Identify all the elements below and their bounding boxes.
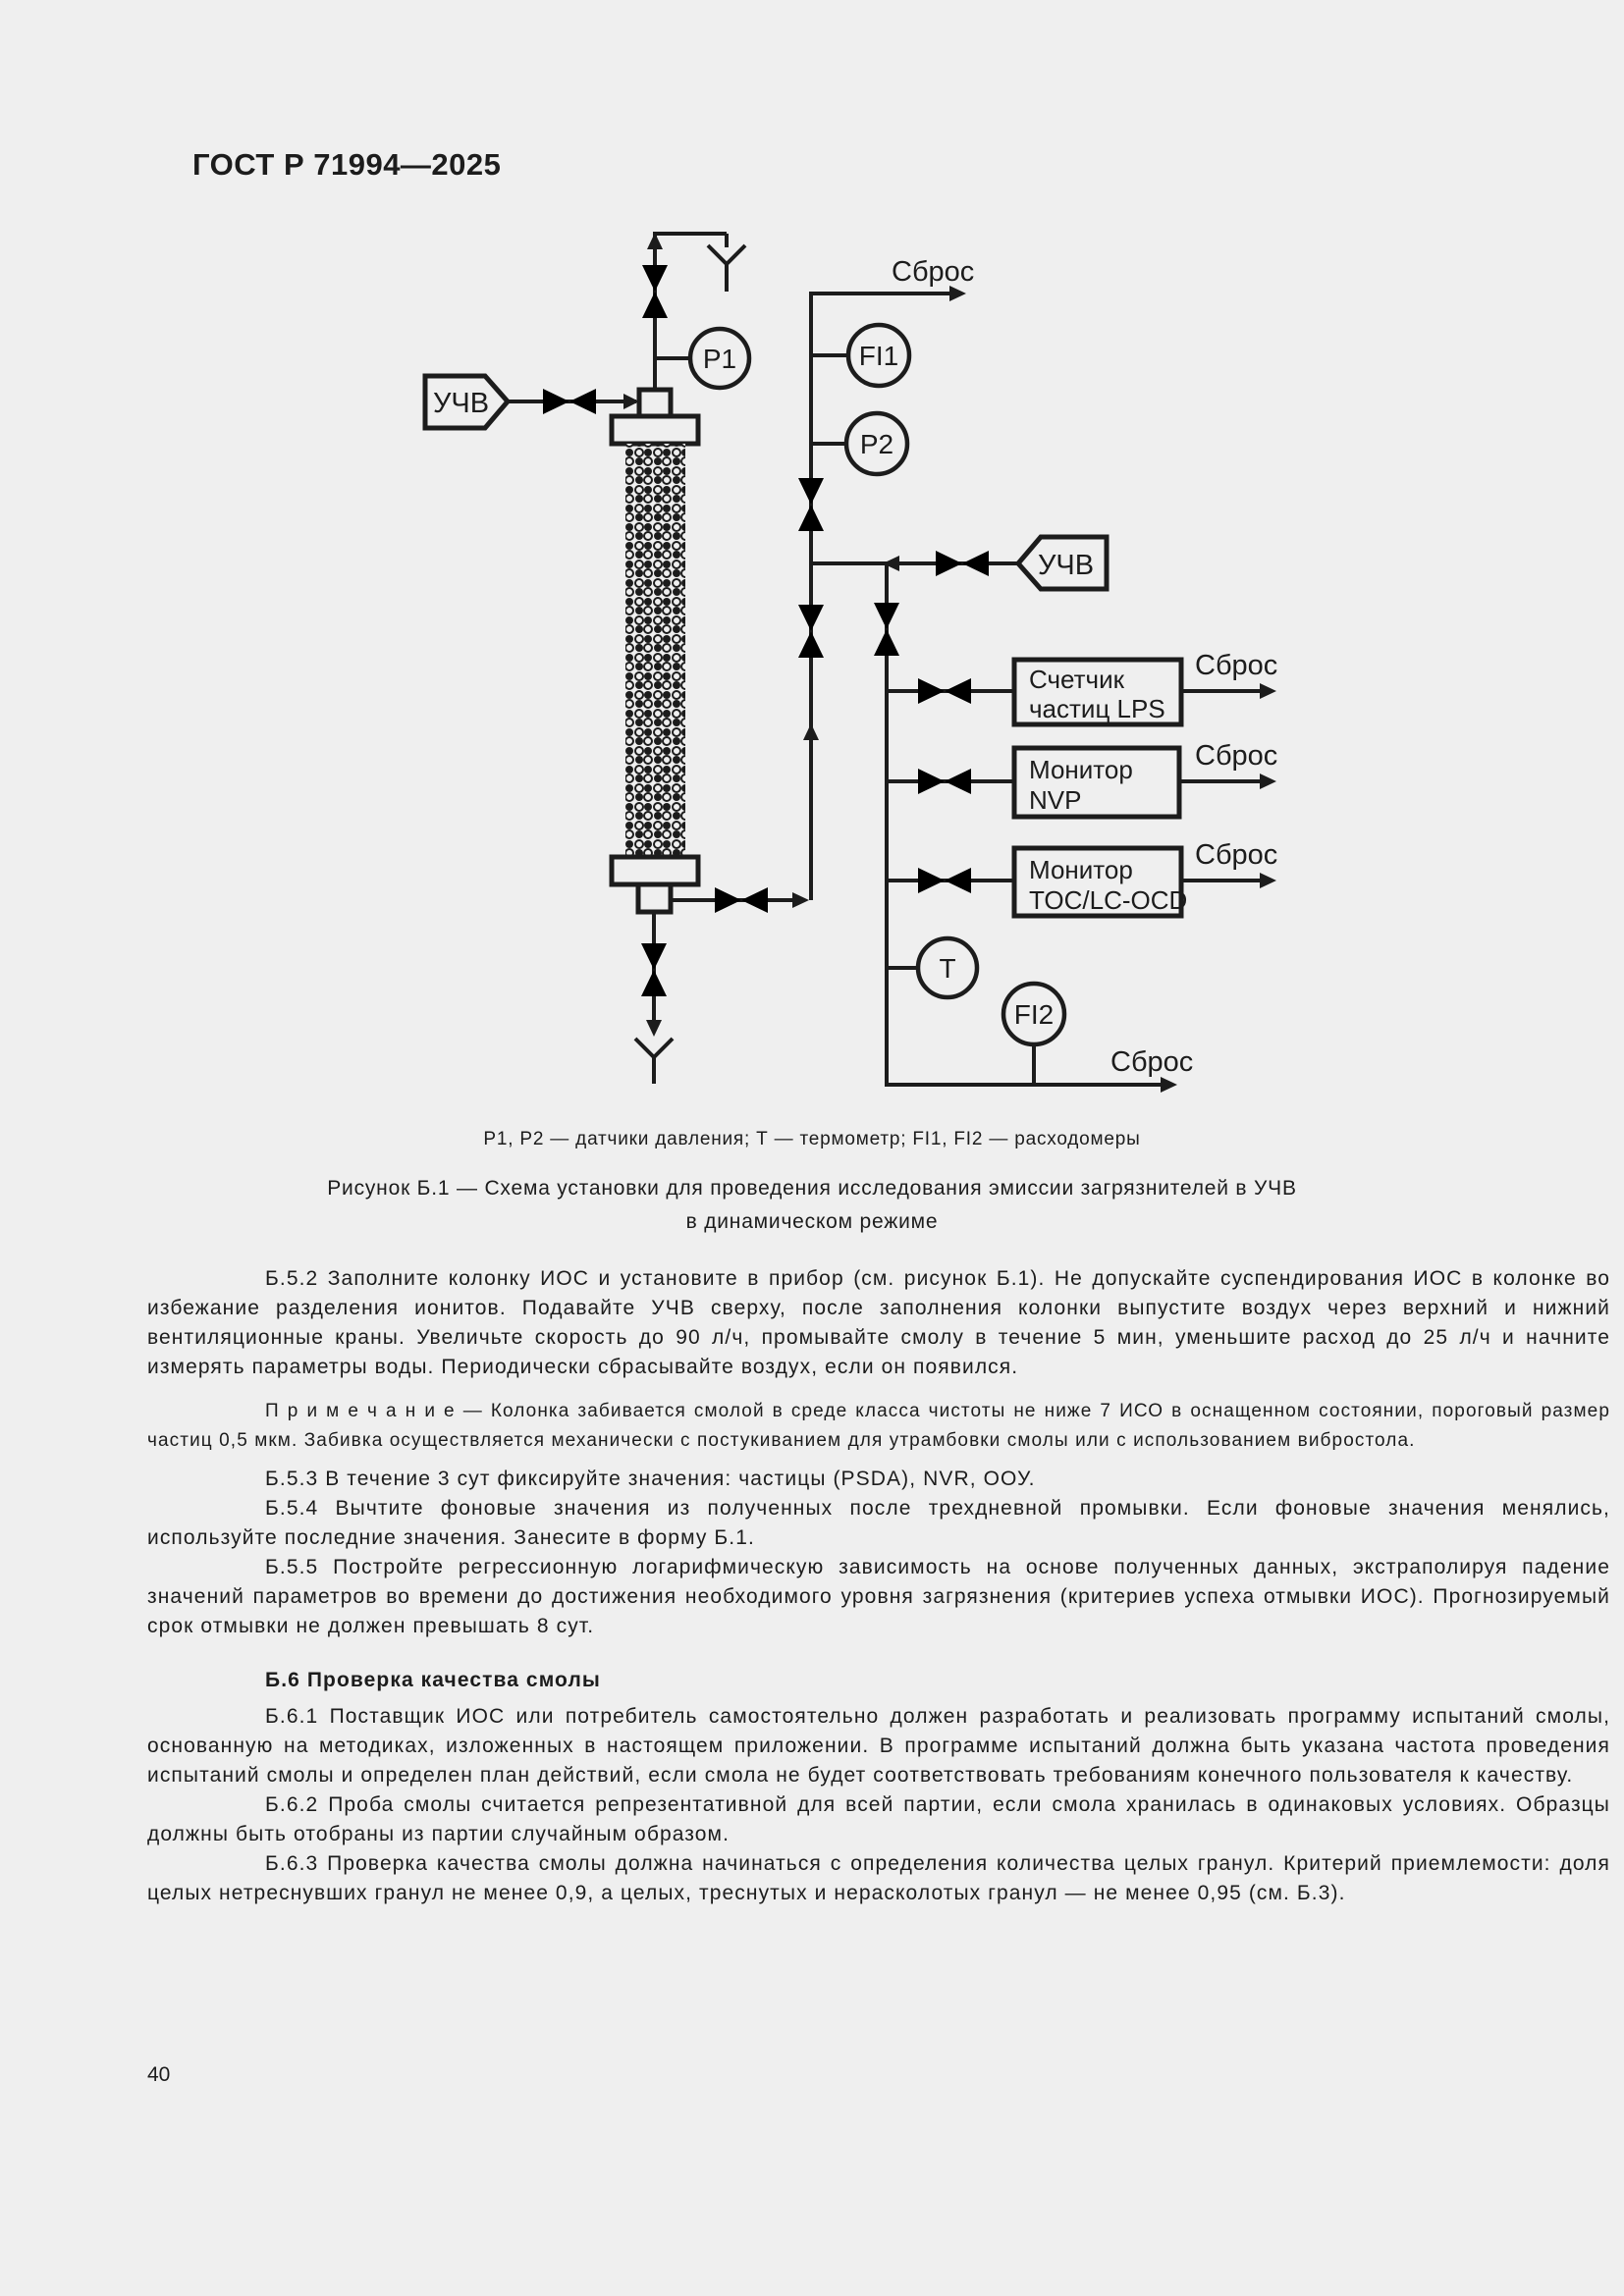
uchv-source-right — [1018, 537, 1107, 589]
monitor-nvp-box — [1014, 748, 1179, 817]
p2-label: P2 — [859, 429, 894, 459]
figure-b1-diagram — [0, 0, 1624, 1114]
sample-line-valve-icon — [874, 603, 899, 656]
uchv-right-label: УЧВ — [1038, 550, 1095, 581]
paragraph-b6-3: Б.6.3 Проверка качества смолы должна начинаться с определения количества целых гранул. Критерий приемлемости: доля целых нетреснувших гранул не менее 0,9, а целых, треснутых и нерасколотых гранул — не менее 0,95 (см. Б.3). — [147, 1852, 1610, 1904]
column-top-port — [639, 390, 671, 416]
figure-caption-line1: Рисунок Б.1 — Схема установки для проведения исследования эмиссии загрязнителей в УЧВ — [327, 1177, 1297, 1200]
discharge-nvp-arrow-icon — [1260, 774, 1276, 789]
page-number: 40 — [147, 2063, 171, 2086]
paragraph-b6-1: Б.6.1 Поставщик ИОС или потребитель самостоятельно должен разработать и реализовать программу испытаний смолы, основанную на методиках, изложенных в настоящем приложении. В программе испытаний должна быть указана частота проведения испытаний смолы и определен план действий, если смола не будет соответствовать требованиям конечного пользователя к качеству. — [147, 1705, 1610, 1787]
lps-valve-icon — [918, 678, 971, 704]
pressure-gauge-p2 — [846, 413, 907, 474]
discharge-toc-arrow-icon — [1260, 873, 1276, 888]
t-label: T — [939, 953, 956, 984]
ion-exchange-column — [612, 390, 698, 912]
discharge-bottom-label: Сброс — [1110, 1046, 1194, 1078]
column-top-flange — [612, 416, 698, 444]
monitor-toc-box — [1014, 848, 1187, 916]
figure-caption — [0, 1172, 1624, 1239]
discharge-nvp-label: Сброс — [1195, 740, 1278, 772]
uchv-left-label: УЧВ — [433, 388, 490, 419]
lps-box-line1: Счетчик — [1029, 665, 1124, 694]
resin-bed — [625, 444, 685, 857]
discharge-lps-label: Сброс — [1195, 650, 1278, 681]
paragraph-b5-3: Б.5.3 В течение 3 сут фиксируйте значения: частицы (PSDA), NVR, ООУ. — [265, 1468, 1036, 1490]
lps-box-line2: частиц LPS — [1029, 694, 1165, 723]
uchv-right-valve-icon — [936, 551, 989, 576]
particle-counter-lps-box — [1014, 660, 1181, 724]
bottom-drain-funnel-icon — [635, 1039, 673, 1084]
vent-valve-icon — [642, 265, 668, 318]
toc-valve-icon — [918, 868, 971, 893]
nvp-box-line2: NVP — [1029, 785, 1082, 815]
flowmeter-fi2 — [1003, 984, 1064, 1044]
riser-valve-upper-icon — [798, 478, 824, 531]
note-paragraph: П р и м е ч а н и е — Колонка забивается смолой в среде класса чистоты не ниже 7 ИСО в оснащенном состоянии, пороговый размер частиц 0,5 мкм. Забивка осуществляется механически с постукиванием для утрамбовки смолы или с использованием вибростола. — [147, 1401, 1610, 1451]
discharge-top-label: Сброс — [892, 256, 975, 288]
fi2-label: FI2 — [1013, 999, 1055, 1030]
toc-box-line1: Монитор — [1029, 855, 1133, 884]
paragraph-b5-5: Б.5.5 Постройте регрессионную логарифмическую зависимость на основе полученных данных, экстраполируя падение значений параметров во времени до достижения необходимого уровня загрязнения (критериев успеха отмывки ИОС). Прогнозируемый срок отмывки не должен превышать 8 сут. — [147, 1556, 1610, 1637]
riser-up-arrow-icon — [803, 723, 819, 740]
nvp-box-line1: Монитор — [1029, 755, 1133, 784]
pressure-gauge-p1 — [690, 329, 749, 388]
flowmeter-fi1 — [848, 325, 909, 386]
drain-valve-icon — [641, 943, 667, 996]
thermometer-t — [918, 938, 977, 997]
drain-down-arrow-icon — [646, 1020, 662, 1037]
body-text — [147, 1264, 1610, 1908]
column-bottom-port — [638, 884, 671, 912]
discharge-top-arrow-icon — [949, 286, 966, 301]
top-drain-funnel-icon — [708, 245, 745, 292]
paragraph-b6-2: Б.6.2 Проба смолы считается репрезентативной для всей партии, если смола хранилась в одинаковых условиях. Образцы должны быть отобраны из партии случайным образом. — [147, 1793, 1610, 1845]
outlet-arrow-icon — [792, 892, 809, 908]
uchv-source-left — [425, 376, 508, 428]
inlet-valve-icon — [543, 389, 596, 414]
fi1-label: FI1 — [858, 341, 899, 371]
discharge-toc-label: Сброс — [1195, 839, 1278, 871]
p1-label: P1 — [702, 344, 737, 374]
discharge-lps-arrow-icon — [1260, 683, 1276, 699]
paragraph-b5-2: Б.5.2 Заполните колонку ИОС и установите в прибор (см. рисунок Б.1). Не допускайте суспендирования ИОС в колонке во избежание разделения ионитов. Подавайте УЧВ сверху, после заполнения колонки выпустите воздух через верхний и нижний вентиляционные краны. Увеличьте скорость до 90 л/ч, промывайте смолу в течение 5 мин, уменьшите расход до 25 л/ч и начните измерять параметры воды. Периодически сбрасывайте воздух, если он появился. — [147, 1267, 1610, 1378]
document-title: ГОСТ Р 71994—2025 — [192, 147, 502, 182]
figure-legend: P1, P2 — датчики давления; Т — термометр; FI1, FI2 — расходомеры — [483, 1129, 1141, 1149]
discharge-bottom-arrow-icon — [1161, 1077, 1177, 1093]
paragraph-b5-4: Б.5.4 Вычтите фоновые значения из полученных после трехдневной промывки. Если фоновые значения менялись, используйте последние значения. Занесите в форму Б.1. — [147, 1497, 1610, 1549]
section-heading-b6: Б.6 Проверка качества смолы — [265, 1669, 601, 1691]
nvp-valve-icon — [918, 769, 971, 794]
riser-valve-lower-icon — [798, 605, 824, 658]
column-bottom-flange — [612, 857, 698, 884]
figure-caption-line2: в динамическом режиме — [685, 1210, 939, 1233]
toc-box-line2: TOC/LC-OCD — [1029, 885, 1188, 915]
outlet-valve-icon — [715, 887, 768, 913]
